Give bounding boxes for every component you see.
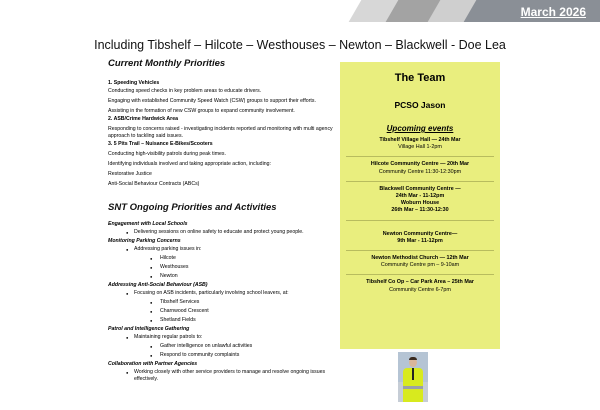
snt-subitem: ● Newton [108, 273, 333, 280]
snt-subitem: ● Tibshelf Services [108, 299, 333, 306]
team-title: The Team [394, 72, 446, 84]
event-item [340, 186, 500, 215]
event-title: Tibshelf Village Hall — 24th Mar [379, 137, 461, 143]
event-title: Blackwell Community Centre — [379, 185, 461, 192]
priorities-title: Current Monthly Priorities [108, 58, 226, 69]
snt-subitem: ● Gather intelligence on unlawful activities [108, 343, 333, 350]
event-detail: Community Centre pm – 9-10am [380, 262, 460, 269]
event-title: Newton Community Centre— [382, 230, 458, 237]
event-divider [346, 181, 494, 182]
snt-heading: Monitoring Parking Concerns [108, 238, 181, 244]
team-panel [340, 62, 500, 349]
event-detail: Community Centre 6-7pm [389, 286, 451, 293]
event-date: 26th Mar – 11:30-12:30 [391, 207, 449, 214]
priority-line: Assisting in the formation of new CSW groups to expand community involvement. [108, 108, 295, 114]
snt-item: ● Addressing parking issues in: [108, 246, 333, 253]
event-item [340, 231, 500, 245]
priority-line: Restorative Justice [108, 171, 152, 177]
event-date: 9th Mar - 11-12pm [397, 237, 443, 244]
snt-heading: Addressing Anti-Social Behaviour (ASB) [108, 282, 208, 288]
officer-photo [398, 352, 428, 402]
event-divider [346, 274, 494, 275]
priority-line: 1. Speeding Vehicles [108, 80, 160, 86]
month-label: March 2026 [520, 5, 586, 19]
priority-line: 3. 5 Pits Trail – Nuisance E-Bikes/Scooters [108, 141, 213, 147]
event-date: 24th Mar - 11-12pm [395, 193, 445, 200]
snt-subitem: ● Westhouses [108, 264, 333, 271]
snt-item: ● Delivering sessions on online safety to educate and protect young people. [108, 229, 333, 236]
events-title: Upcoming events [386, 124, 454, 133]
event-item [340, 279, 500, 293]
priority-line: Engaging with established Community Speed Watch (CSW) groups to support their efforts. [108, 98, 316, 104]
priority-line: Conducting high-visibility patrols during peak times. [108, 151, 226, 157]
event-item [340, 255, 500, 269]
event-item [340, 161, 500, 175]
priority-line: Anti-Social Behaviour Contracts (ABCs) [108, 181, 200, 187]
snt-heading: Engagement with Local Schools [108, 221, 188, 227]
event-divider [346, 156, 494, 157]
snt-subitem: ● Shetland Fields [108, 317, 333, 324]
snt-item: ● Working closely with other service providers to manage and resolve ongoing issues effectively. [108, 369, 333, 383]
priorities-column [108, 58, 333, 385]
snt-subitem: ● Respond to community complaints [108, 352, 333, 359]
event-title: Newton Methodist Church — 12th Mar [371, 255, 469, 262]
event-item [340, 137, 500, 151]
snt-heading: Collaboration with Partner Agencies [108, 361, 198, 367]
priority-line: Identifying individuals involved and taking appropriate action, including: [108, 161, 271, 167]
snt-item: ● Maintaining regular patrols to: [108, 334, 333, 341]
event-detail: Community Centre 11:30-12:30pm [378, 168, 462, 175]
snt-heading: Patrol and Intelligence Gathering [108, 326, 190, 332]
priority-line: Conducting speed checks in key problem areas to educate drivers. [108, 88, 262, 94]
event-title: Tibshelf Co Op – Car Park Area – 25th Mar [366, 279, 474, 286]
event-title: Hilcote Community Centre — 20th Mar [370, 161, 470, 168]
event-divider [346, 250, 494, 251]
event-detail: Village Hall 1-2pm [398, 144, 442, 151]
snt-title: SNT Ongoing Priorities and Activities [108, 202, 277, 213]
event-title: Woburn House [400, 200, 440, 207]
snt-subitem: ● Charnwood Crescent [108, 308, 333, 315]
officer-name: PCSO Jason [394, 100, 446, 110]
region-heading: Including Tibshelf – Hilcote – Westhouses – Newton – Blackwell - Doe Lea [94, 38, 506, 52]
priority-line: Responding to concerns raised - investigating incidents reported and monitoring with multi agency approach to tackling said issues. [108, 126, 333, 139]
snt-subitem: ● Hilcote [108, 255, 333, 262]
snt-item: ● Focusing on ASB incidents, particularly involving school leavers, at: [108, 290, 333, 297]
header-stripes [0, 0, 600, 28]
event-divider [346, 220, 494, 221]
priority-line: 2. ASB/Crime Hardwick Area [108, 116, 178, 122]
